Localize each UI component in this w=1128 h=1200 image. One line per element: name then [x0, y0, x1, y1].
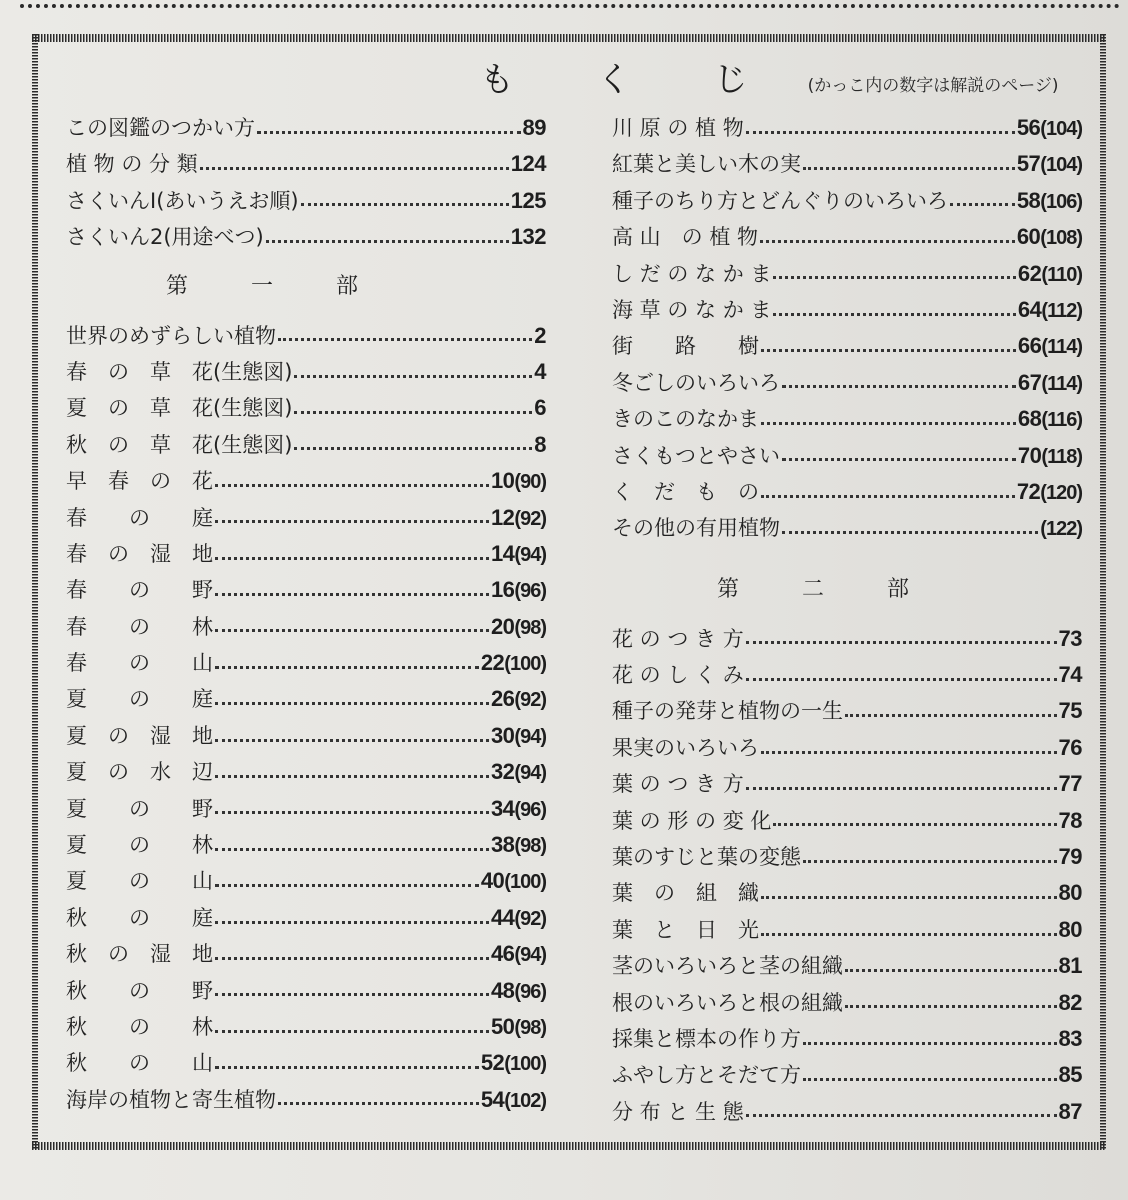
- dot-leader: [761, 495, 1015, 498]
- toc-entry-commentary-page: (112): [1041, 299, 1082, 322]
- dot-leader: [215, 593, 489, 596]
- toc-entry[interactable]: [66, 754, 546, 790]
- toc-entry-page: 79: [1058, 844, 1082, 870]
- dot-leader: [215, 775, 489, 778]
- toc-entry-commentary-page: (108): [1040, 227, 1082, 250]
- dot-leader: [215, 702, 489, 705]
- dot-leader: [257, 131, 521, 134]
- toc-entry-title: く だ も の: [612, 479, 759, 504]
- dot-leader: [215, 666, 479, 669]
- toc-entry[interactable]: [612, 912, 1082, 948]
- toc-entry-commentary-page: (92): [514, 507, 546, 530]
- toc-entry[interactable]: [612, 474, 1082, 510]
- frame-border-left: [32, 34, 38, 1150]
- toc-entry-title: 春 の 湿 地: [66, 541, 213, 566]
- toc-entry-page: 76: [1058, 734, 1082, 760]
- dot-leader: [760, 240, 1015, 243]
- toc-entry-title: 紅葉と美しい木の実: [612, 152, 801, 177]
- toc-entry[interactable]: [66, 146, 546, 182]
- toc-entry-title: 早 春 の 花: [66, 469, 213, 494]
- toc-entry-title: さくいんI(あいうえお順): [66, 188, 299, 213]
- dot-leader: [294, 447, 532, 450]
- toc-entry-title: 高 山 の 植 物: [612, 225, 759, 250]
- toc-entry-commentary-page: (92): [514, 907, 546, 930]
- dot-leader: [746, 641, 1057, 644]
- toc-entry[interactable]: [612, 183, 1082, 219]
- toc-entry-title: その他の有用植物: [612, 516, 780, 541]
- dot-leader: [215, 993, 489, 996]
- dot-leader: [215, 520, 489, 523]
- dot-leader: [215, 557, 489, 560]
- toc-entry[interactable]: [66, 390, 546, 426]
- toc-entry[interactable]: [66, 354, 546, 390]
- toc-entry-title: さくもつとやさい: [612, 443, 780, 468]
- toc-entry-title: 夏 の 草 花(生態図): [66, 396, 293, 421]
- dot-leader: [746, 1114, 1057, 1117]
- toc-entry[interactable]: [66, 900, 546, 936]
- toc-entry-title: 川 原 の 植 物: [612, 116, 744, 140]
- toc-entry[interactable]: [612, 1094, 1082, 1130]
- toc-entry-title: きのこのなかま: [612, 407, 759, 432]
- spacer: [612, 547, 1082, 559]
- toc-entry-title: 世界のめずらしい植物: [66, 323, 276, 348]
- toc-entry-commentary-page: (106): [1040, 190, 1082, 213]
- top-dotted-rule: [20, 4, 1120, 16]
- toc-entry-page: 34: [490, 795, 515, 821]
- toc-entry-page: 82: [1058, 989, 1082, 1015]
- toc-entry-title: 夏 の 庭: [66, 687, 213, 712]
- dot-leader: [215, 739, 489, 742]
- toc-entry-page: 87: [1058, 1098, 1082, 1124]
- toc-entry-title: 種子の発芽と植物の一生: [612, 699, 843, 724]
- frame-border-bottom: [32, 1142, 1106, 1150]
- toc-entry-page: 124: [510, 151, 546, 177]
- toc-entry[interactable]: [66, 645, 546, 681]
- toc-entry-title: この図鑑のつかい方: [66, 116, 255, 140]
- toc-entry-commentary-page: (96): [514, 798, 546, 821]
- toc-entry-title: 葉 と 日 光: [612, 917, 759, 942]
- toc-entry-page: 60: [1016, 224, 1041, 250]
- toc-entry[interactable]: [66, 609, 546, 645]
- dot-leader: [266, 240, 509, 243]
- toc-entry[interactable]: [612, 292, 1082, 328]
- dot-leader: [215, 629, 489, 632]
- toc-entry[interactable]: [612, 438, 1082, 474]
- toc-entry-title: 採集と標本の作り方: [612, 1026, 801, 1051]
- toc-entry-page: 72: [1016, 478, 1041, 504]
- toc-entry-page: 67: [1017, 369, 1042, 395]
- toc-entry-page: 75: [1058, 698, 1082, 724]
- toc-entry-page: 62: [1017, 260, 1042, 286]
- dot-leader: [215, 957, 489, 960]
- toc-entry-page: 30: [490, 722, 515, 748]
- dot-leader: [215, 884, 479, 887]
- frame-border-top: [32, 34, 1106, 42]
- toc-entry-page: 54: [480, 1086, 505, 1112]
- toc-entry[interactable]: [612, 730, 1082, 766]
- dot-leader: [746, 131, 1015, 134]
- toc-entry-page: 6: [534, 395, 546, 421]
- toc-entry-title: 春 の 野: [66, 578, 213, 603]
- toc-entry-page: 50: [490, 1013, 515, 1039]
- toc-entry-title: 植 物 の 分 類: [66, 152, 198, 177]
- toc-entry[interactable]: [66, 183, 546, 219]
- toc-entry-title: 秋 の 草 花(生態図): [66, 432, 293, 457]
- toc-entry-title: 花 の つ き 方: [612, 626, 744, 651]
- toc-entry-commentary-page: (94): [514, 762, 546, 785]
- toc-entry[interactable]: [612, 948, 1082, 984]
- dot-leader: [845, 969, 1057, 972]
- dot-leader: [215, 1030, 489, 1033]
- toc-entry-title: 夏 の 水 辺: [66, 760, 213, 785]
- toc-entry-page: 32: [490, 759, 515, 785]
- toc-entry[interactable]: [66, 463, 546, 499]
- toc-entry-page: 78: [1058, 807, 1082, 833]
- toc-entry[interactable]: [66, 572, 546, 608]
- toc-entry-title: 夏 の 野: [66, 796, 213, 821]
- toc-entry-commentary-page: (120): [1040, 481, 1082, 504]
- toc-entry[interactable]: [612, 328, 1082, 364]
- toc-entry[interactable]: [66, 827, 546, 863]
- toc-entry-page: 44: [490, 904, 515, 930]
- toc-entry-commentary-page: (100): [504, 653, 546, 676]
- toc-entry[interactable]: [612, 365, 1082, 401]
- toc-entry[interactable]: [66, 973, 546, 1009]
- toc-entry-title: 秋 の 野: [66, 978, 213, 1003]
- toc-entry-commentary-page: (100): [504, 1053, 546, 1076]
- toc-entry-title: 茎のいろいろと茎の組織: [612, 954, 843, 979]
- toc-entry-page: 132: [510, 224, 546, 250]
- dot-leader: [845, 1005, 1057, 1008]
- toc-entry-page: 22: [480, 650, 505, 676]
- dot-leader: [773, 823, 1056, 826]
- right-column: [612, 110, 1082, 1130]
- toc-entry-title: 秋 の 山: [66, 1051, 213, 1076]
- toc-entry-title: 花 の し く み: [612, 663, 744, 688]
- dot-leader: [761, 751, 1057, 754]
- toc-entry-title: 秋 の 庭: [66, 905, 213, 930]
- toc-entry-title: 春 の 林: [66, 614, 213, 639]
- toc-entry[interactable]: [612, 657, 1082, 693]
- toc-entry[interactable]: [612, 766, 1082, 802]
- dot-leader: [773, 313, 1016, 316]
- dot-leader: [761, 933, 1057, 936]
- toc-entry-page: 46: [490, 941, 515, 967]
- toc-entry-title: ふやし方とそだて方: [612, 1063, 801, 1088]
- dot-leader: [761, 422, 1016, 425]
- page-title: も く じ: [480, 60, 784, 100]
- toc-entry[interactable]: [66, 500, 546, 536]
- toc-entry-title: 葉 の 組 織: [612, 881, 759, 906]
- toc-entry[interactable]: [612, 401, 1082, 437]
- toc-entry-page: 64: [1017, 296, 1042, 322]
- dot-leader: [746, 787, 1057, 790]
- toc-entry[interactable]: [66, 936, 546, 972]
- toc-entry[interactable]: [66, 427, 546, 463]
- toc-entry-title: 春 の 草 花(生態図): [66, 359, 293, 384]
- toc-entry-page: 89: [522, 115, 546, 140]
- toc-entry[interactable]: [612, 621, 1082, 657]
- dot-leader: [803, 167, 1015, 170]
- toc-entry[interactable]: [612, 839, 1082, 875]
- toc-entry-commentary-page: (94): [514, 543, 546, 566]
- toc-entry-page: 12: [490, 504, 515, 530]
- dot-leader: [803, 1078, 1057, 1081]
- toc-entry-title: 果実のいろいろ: [612, 735, 759, 760]
- toc-entry[interactable]: [66, 536, 546, 572]
- toc-entry-page: 20: [490, 613, 515, 639]
- toc-entry[interactable]: [612, 110, 1082, 146]
- toc-entry-commentary-page: (90): [514, 471, 546, 494]
- toc-entry-page: 10: [490, 468, 515, 494]
- dot-leader: [215, 1066, 479, 1069]
- toc-entry-commentary-page: (116): [1041, 409, 1082, 432]
- toc-entry-page: 4: [534, 358, 546, 384]
- dot-leader: [782, 385, 1016, 388]
- toc-entry-page: 56: [1016, 115, 1041, 140]
- toc-entry-page: 58: [1016, 187, 1041, 213]
- toc-entry-commentary-page: (94): [514, 944, 546, 967]
- toc-entry[interactable]: [612, 693, 1082, 729]
- title-row: [480, 52, 1059, 101]
- toc-entry-page: 68: [1017, 406, 1042, 432]
- dot-leader: [746, 678, 1057, 681]
- toc-entry-commentary-page: (100): [504, 871, 546, 894]
- toc-entry-page: 77: [1058, 771, 1082, 797]
- toc-entry[interactable]: [612, 985, 1082, 1021]
- toc-entry[interactable]: [66, 791, 546, 827]
- toc-entry-title: 街 路 樹: [612, 334, 759, 359]
- left-column: [66, 110, 546, 1118]
- dot-leader: [773, 276, 1016, 279]
- toc-entry[interactable]: [612, 256, 1082, 292]
- toc-entry-commentary-page: (96): [514, 980, 546, 1003]
- toc-entry-page: 70: [1017, 442, 1042, 468]
- toc-entry-commentary-page: (118): [1041, 445, 1082, 468]
- toc-entry-title: 夏 の 湿 地: [66, 723, 213, 748]
- toc-entry-page: 40: [480, 868, 505, 894]
- toc-entry-page: 16: [490, 577, 515, 603]
- toc-entry-title: 春 の 庭: [66, 505, 213, 530]
- page-subtitle: (かっこ内の数字は解説のページ): [807, 76, 1059, 96]
- toc-entry-page: 80: [1058, 880, 1082, 906]
- toc-entry-title: さくいん2(用途べつ): [66, 225, 264, 250]
- toc-entry-commentary-page: (98): [514, 835, 546, 858]
- toc-entry[interactable]: [612, 1021, 1082, 1057]
- toc-entry-commentary-page: (122): [1040, 518, 1082, 541]
- toc-entry-title: 秋 の 湿 地: [66, 942, 213, 967]
- frame-border-right: [1100, 34, 1106, 1150]
- toc-entry-title: 夏 の 林: [66, 833, 213, 858]
- dot-leader: [215, 848, 489, 851]
- toc-entry-page: 14: [490, 540, 515, 566]
- toc-entry-title: 葉 の つ き 方: [612, 772, 744, 797]
- toc-entry[interactable]: [66, 110, 546, 146]
- toc-entry-page: 66: [1017, 333, 1042, 359]
- toc-entry-page: 125: [510, 187, 546, 213]
- part1-heading: 第 一 部: [166, 273, 386, 299]
- toc-entry-page: 38: [490, 832, 515, 858]
- toc-entry[interactable]: [66, 1082, 546, 1118]
- dot-leader: [845, 714, 1057, 717]
- toc-entry-page: 57: [1016, 151, 1041, 177]
- dot-leader: [215, 811, 489, 814]
- toc-entry[interactable]: [66, 718, 546, 754]
- toc-entry[interactable]: [612, 510, 1082, 546]
- toc-entry-title: し だ の な か ま: [612, 261, 772, 286]
- toc-entry-page: 48: [490, 977, 515, 1003]
- part2-heading: 第 二 部: [717, 576, 937, 602]
- dot-leader: [215, 484, 489, 487]
- toc-entry-commentary-page: (98): [514, 1016, 546, 1039]
- toc-entry-title: 分 布 と 生 態: [612, 1099, 744, 1124]
- toc-entry[interactable]: [66, 318, 546, 354]
- dot-leader: [294, 375, 532, 378]
- toc-entry-commentary-page: (104): [1040, 118, 1082, 140]
- dot-leader: [278, 338, 532, 341]
- toc-entry-commentary-page: (110): [1041, 263, 1082, 286]
- toc-entry[interactable]: [612, 146, 1082, 182]
- toc-entry-title: 秋 の 林: [66, 1014, 213, 1039]
- toc-entry[interactable]: [66, 681, 546, 717]
- toc-entry-page: 83: [1058, 1025, 1082, 1051]
- toc-entry-page: 26: [490, 686, 515, 712]
- toc-entry-commentary-page: (92): [514, 689, 546, 712]
- toc-entry-page: 52: [480, 1050, 505, 1076]
- toc-entry[interactable]: [66, 219, 546, 255]
- dot-leader: [200, 167, 509, 170]
- toc-entry-title: 夏 の 山: [66, 869, 213, 894]
- toc-entry-commentary-page: (94): [514, 725, 546, 748]
- dot-leader: [761, 349, 1016, 352]
- toc-entry-commentary-page: (96): [514, 580, 546, 603]
- dot-leader: [301, 203, 509, 206]
- dot-leader: [950, 203, 1015, 206]
- toc-entry-page: 2: [534, 322, 546, 348]
- toc-entry-title: 海岸の植物と寄生植物: [66, 1087, 276, 1112]
- toc-entry-page: 8: [534, 431, 546, 457]
- toc-entry-title: 海 草 の な か ま: [612, 297, 772, 322]
- toc-entry-page: 85: [1058, 1062, 1082, 1088]
- toc-entry[interactable]: [612, 875, 1082, 911]
- toc-entry-page: 81: [1058, 953, 1082, 979]
- toc-entry-title: 根のいろいろと根の組織: [612, 990, 843, 1015]
- toc-entry-page: 73: [1058, 625, 1082, 651]
- toc-entry-title: 春 の 山: [66, 651, 213, 676]
- dot-leader: [782, 458, 1016, 461]
- toc-entry[interactable]: [612, 219, 1082, 255]
- toc-entry[interactable]: [66, 1009, 546, 1045]
- toc-entry-title: 冬ごしのいろいろ: [612, 370, 780, 395]
- dot-leader: [294, 411, 532, 414]
- dot-leader: [803, 860, 1057, 863]
- toc-entry[interactable]: [612, 803, 1082, 839]
- toc-entry[interactable]: [612, 1057, 1082, 1093]
- toc-entry-title: 葉 の 形 の 変 化: [612, 808, 772, 833]
- toc-entry-title: 種子のちり方とどんぐりのいろいろ: [612, 188, 948, 213]
- toc-entry-commentary-page: (114): [1041, 336, 1082, 359]
- toc-entry-page: 80: [1058, 916, 1082, 942]
- dot-leader: [803, 1042, 1057, 1045]
- toc-entry-page: 74: [1058, 662, 1082, 688]
- toc-entry-commentary-page: (102): [504, 1089, 546, 1112]
- dot-leader: [215, 921, 489, 924]
- toc-entry[interactable]: [66, 1045, 546, 1081]
- toc-entry-title: 葉のすじと葉の変態: [612, 845, 801, 870]
- toc-entry-commentary-page: (98): [514, 616, 546, 639]
- dot-leader: [782, 531, 1038, 534]
- dot-leader: [278, 1102, 479, 1105]
- toc-entry[interactable]: [66, 863, 546, 899]
- dot-leader: [761, 896, 1057, 899]
- toc-entry-commentary-page: (104): [1040, 154, 1082, 177]
- toc-entry-commentary-page: (114): [1041, 372, 1082, 395]
